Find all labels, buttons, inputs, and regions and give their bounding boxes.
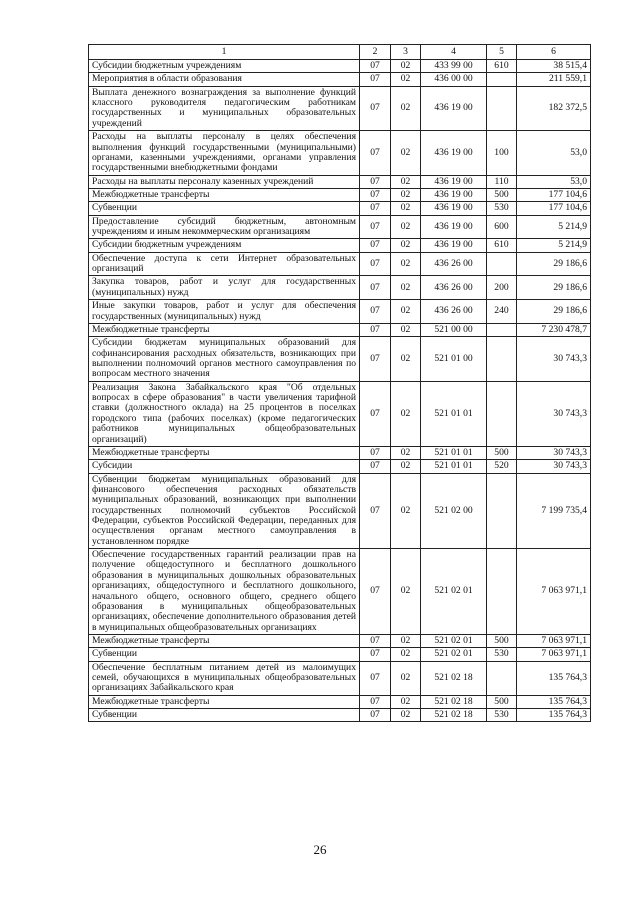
row-name: Субсидии бюджетным учреждениям xyxy=(89,239,360,252)
row-amount: 135 764,3 xyxy=(517,695,591,708)
row-target-article: 521 02 18 xyxy=(421,695,487,708)
row-subsection: 02 xyxy=(391,337,421,381)
row-section: 07 xyxy=(360,549,391,635)
row-amount: 30 743,3 xyxy=(517,381,591,446)
table-row xyxy=(89,188,591,201)
row-subsection: 02 xyxy=(391,86,421,130)
row-amount: 53,0 xyxy=(517,131,591,175)
table-row xyxy=(89,446,591,459)
row-subsection: 02 xyxy=(391,634,421,647)
table-row xyxy=(89,215,591,239)
row-amount: 30 743,3 xyxy=(517,446,591,459)
row-expense-type: 240 xyxy=(487,300,517,324)
row-subsection: 02 xyxy=(391,323,421,336)
row-expense-type: 110 xyxy=(487,175,517,188)
row-amount: 29 186,6 xyxy=(517,276,591,300)
row-target-article: 436 19 00 xyxy=(421,175,487,188)
row-section: 07 xyxy=(360,60,391,73)
row-section: 07 xyxy=(360,473,391,549)
table-row xyxy=(89,323,591,336)
row-amount: 135 764,3 xyxy=(517,661,591,695)
row-amount: 7 063 971,1 xyxy=(517,549,591,635)
row-target-article: 521 02 18 xyxy=(421,709,487,722)
row-section: 07 xyxy=(360,460,391,473)
budget-table xyxy=(88,44,591,722)
row-expense-type: 200 xyxy=(487,276,517,300)
row-name: Межбюджетные трансферты xyxy=(89,446,360,459)
row-subsection: 02 xyxy=(391,276,421,300)
row-name: Расходы на выплаты персоналу в целях обеспечения выполнения функций государственными (муниципальными) органами, казенными учреждениями, органами управления государственными внебюджетными фондами xyxy=(89,131,360,175)
row-expense-type: 530 xyxy=(487,648,517,661)
row-amount: 211 559,1 xyxy=(517,73,591,86)
row-subsection: 02 xyxy=(391,188,421,201)
row-expense-type: 500 xyxy=(487,446,517,459)
row-section: 07 xyxy=(360,73,391,86)
row-name: Иные закупки товаров, работ и услуг для обеспечения государственных (муниципальных) нужд xyxy=(89,300,360,324)
row-target-article: 521 00 00 xyxy=(421,323,487,336)
table-body xyxy=(89,45,591,722)
row-section: 07 xyxy=(360,276,391,300)
row-target-article: 436 00 00 xyxy=(421,73,487,86)
row-expense-type xyxy=(487,661,517,695)
row-expense-type: 600 xyxy=(487,215,517,239)
row-amount: 30 743,3 xyxy=(517,460,591,473)
row-amount: 177 104,6 xyxy=(517,188,591,201)
row-target-article: 436 19 00 xyxy=(421,202,487,215)
row-target-article: 521 01 00 xyxy=(421,337,487,381)
row-section: 07 xyxy=(360,131,391,175)
row-expense-type xyxy=(487,73,517,86)
table-row xyxy=(89,239,591,252)
row-subsection: 02 xyxy=(391,73,421,86)
row-amount: 7 230 478,7 xyxy=(517,323,591,336)
row-section: 07 xyxy=(360,381,391,446)
row-amount: 5 214,9 xyxy=(517,239,591,252)
row-target-article: 521 02 01 xyxy=(421,549,487,635)
table-row xyxy=(89,709,591,722)
row-name: Межбюджетные трансферты xyxy=(89,188,360,201)
row-amount: 5 214,9 xyxy=(517,215,591,239)
row-target-article: 436 19 00 xyxy=(421,239,487,252)
row-section: 07 xyxy=(360,175,391,188)
row-name: Межбюджетные трансферты xyxy=(89,323,360,336)
row-name: Обеспечение бесплатным питанием детей из малоимущих семей, обучающихся в муниципальных общеобразовательных организациях Забайкальского края xyxy=(89,661,360,695)
row-target-article: 521 02 01 xyxy=(421,634,487,647)
row-name: Предоставление субсидий бюджетным, автономным учреждениям и иным некоммерческим организациям xyxy=(89,215,360,239)
row-amount: 38 515,4 xyxy=(517,60,591,73)
row-name: Субсидии бюджетам муниципальных образований для софинансирования расходных обязательств, возникающих при выполнении полномочий органов местного самоуправления по вопросам местного значения xyxy=(89,337,360,381)
row-expense-type: 610 xyxy=(487,60,517,73)
row-subsection: 02 xyxy=(391,648,421,661)
row-name: Обеспечение государственных гарантий реализации прав на получение общедоступного и бесплатного дошкольного образования в муниципальных дошкольных образовательных организациях, общедоступного и бесплатного дошкольного, начального общего, основного общего, среднего общего образования в муниципальных общеобразовательных организациях, обеспечение дополнительного образования детей в муниципальных общеобразовательных организациях xyxy=(89,549,360,635)
row-target-article: 521 01 01 xyxy=(421,460,487,473)
row-target-article: 521 02 18 xyxy=(421,661,487,695)
table-row xyxy=(89,175,591,188)
row-section: 07 xyxy=(360,709,391,722)
table-row xyxy=(89,695,591,708)
table-row xyxy=(89,131,591,175)
table-row xyxy=(89,473,591,549)
row-expense-type: 100 xyxy=(487,131,517,175)
row-amount: 7 199 735,4 xyxy=(517,473,591,549)
row-subsection: 02 xyxy=(391,239,421,252)
page-number: 26 xyxy=(313,842,327,857)
table-row xyxy=(89,73,591,86)
row-name: Межбюджетные трансферты xyxy=(89,695,360,708)
row-expense-type xyxy=(487,323,517,336)
row-subsection: 02 xyxy=(391,549,421,635)
table-header-row xyxy=(89,45,591,60)
row-amount: 7 063 971,1 xyxy=(517,648,591,661)
row-name: Закупка товаров, работ и услуг для государственных (муниципальных) нужд xyxy=(89,276,360,300)
row-subsection: 02 xyxy=(391,215,421,239)
row-section: 07 xyxy=(360,188,391,201)
table-row xyxy=(89,460,591,473)
table-row xyxy=(89,648,591,661)
row-name: Обеспечение доступа к сети Интернет образовательных организаций xyxy=(89,252,360,276)
row-section: 07 xyxy=(360,695,391,708)
header-col-4: 4 xyxy=(421,45,487,60)
row-subsection: 02 xyxy=(391,300,421,324)
row-expense-type xyxy=(487,86,517,130)
row-name: Межбюджетные трансферты xyxy=(89,634,360,647)
row-subsection: 02 xyxy=(391,709,421,722)
row-target-article: 521 02 01 xyxy=(421,648,487,661)
table-row xyxy=(89,549,591,635)
row-expense-type: 520 xyxy=(487,460,517,473)
row-subsection: 02 xyxy=(391,473,421,549)
row-name: Реализация Закона Забайкальского края "Об отдельных вопросах в сфере образования" в части увеличения тарифной ставки (должностного оклада) на 25 процентов в поселках городского типа (рабочих поселках) (кроме педагогических работников муниципальных общеобразовательных организаций) xyxy=(89,381,360,446)
table-row xyxy=(89,252,591,276)
row-section: 07 xyxy=(360,446,391,459)
row-expense-type: 610 xyxy=(487,239,517,252)
table-row xyxy=(89,60,591,73)
row-amount: 182 372,5 xyxy=(517,86,591,130)
row-subsection: 02 xyxy=(391,252,421,276)
row-subsection: 02 xyxy=(391,381,421,446)
row-expense-type: 500 xyxy=(487,188,517,201)
row-expense-type: 500 xyxy=(487,695,517,708)
row-amount: 177 104,6 xyxy=(517,202,591,215)
row-target-article: 436 26 00 xyxy=(421,276,487,300)
row-target-article: 521 02 00 xyxy=(421,473,487,549)
table-row xyxy=(89,381,591,446)
row-name: Субвенции xyxy=(89,648,360,661)
row-expense-type: 530 xyxy=(487,709,517,722)
row-subsection: 02 xyxy=(391,695,421,708)
row-subsection: 02 xyxy=(391,460,421,473)
row-section: 07 xyxy=(360,648,391,661)
row-target-article: 433 99 00 xyxy=(421,60,487,73)
row-section: 07 xyxy=(360,323,391,336)
row-amount: 53,0 xyxy=(517,175,591,188)
row-target-article: 436 19 00 xyxy=(421,86,487,130)
row-amount: 29 186,6 xyxy=(517,300,591,324)
row-subsection: 02 xyxy=(391,175,421,188)
row-expense-type xyxy=(487,381,517,446)
row-subsection: 02 xyxy=(391,60,421,73)
row-name: Субсидии бюджетным учреждениям xyxy=(89,60,360,73)
row-amount: 135 764,3 xyxy=(517,709,591,722)
row-subsection: 02 xyxy=(391,202,421,215)
header-col-6: 6 xyxy=(517,45,591,60)
table-row xyxy=(89,276,591,300)
row-section: 07 xyxy=(360,202,391,215)
header-col-1: 1 xyxy=(89,45,360,60)
row-subsection: 02 xyxy=(391,446,421,459)
row-target-article: 436 26 00 xyxy=(421,252,487,276)
row-amount: 29 186,6 xyxy=(517,252,591,276)
row-name: Расходы на выплаты персоналу казенных учреждений xyxy=(89,175,360,188)
table-row xyxy=(89,634,591,647)
row-subsection: 02 xyxy=(391,131,421,175)
row-section: 07 xyxy=(360,300,391,324)
table-row xyxy=(89,337,591,381)
row-section: 07 xyxy=(360,252,391,276)
row-section: 07 xyxy=(360,215,391,239)
row-expense-type xyxy=(487,549,517,635)
row-section: 07 xyxy=(360,86,391,130)
header-col-5: 5 xyxy=(487,45,517,60)
row-section: 07 xyxy=(360,661,391,695)
row-expense-type xyxy=(487,252,517,276)
row-target-article: 436 19 00 xyxy=(421,215,487,239)
header-col-2: 2 xyxy=(360,45,391,60)
row-expense-type xyxy=(487,337,517,381)
row-section: 07 xyxy=(360,239,391,252)
row-target-article: 436 26 00 xyxy=(421,300,487,324)
row-name: Субвенции бюджетам муниципальных образований для финансового обеспечения расходных обязательств муниципальных образований, возникающих при выполнении государственных полномочий субъектов Российской Федерации, субъектов Российской Федерации, переданных для осуществления органам местного самоуправления в установленном порядке xyxy=(89,473,360,549)
row-amount: 7 063 971,1 xyxy=(517,634,591,647)
header-col-3: 3 xyxy=(391,45,421,60)
row-amount: 30 743,3 xyxy=(517,337,591,381)
row-section: 07 xyxy=(360,634,391,647)
table-row xyxy=(89,86,591,130)
row-expense-type: 500 xyxy=(487,634,517,647)
row-target-article: 436 19 00 xyxy=(421,188,487,201)
row-subsection: 02 xyxy=(391,661,421,695)
row-target-article: 521 01 01 xyxy=(421,381,487,446)
row-name: Выплата денежного вознаграждения за выполнение функций классного руководителя педагогическим работникам государственных и муниципальных образовательных учреждений xyxy=(89,86,360,130)
row-name: Субвенции xyxy=(89,202,360,215)
row-expense-type: 530 xyxy=(487,202,517,215)
row-name: Субвенции xyxy=(89,709,360,722)
row-target-article: 521 01 01 xyxy=(421,446,487,459)
table-row xyxy=(89,202,591,215)
row-expense-type xyxy=(487,473,517,549)
row-section: 07 xyxy=(360,337,391,381)
row-name: Мероприятия в области образования xyxy=(89,73,360,86)
table-row xyxy=(89,661,591,695)
row-name: Субсидии xyxy=(89,460,360,473)
table-row xyxy=(89,300,591,324)
row-target-article: 436 19 00 xyxy=(421,131,487,175)
